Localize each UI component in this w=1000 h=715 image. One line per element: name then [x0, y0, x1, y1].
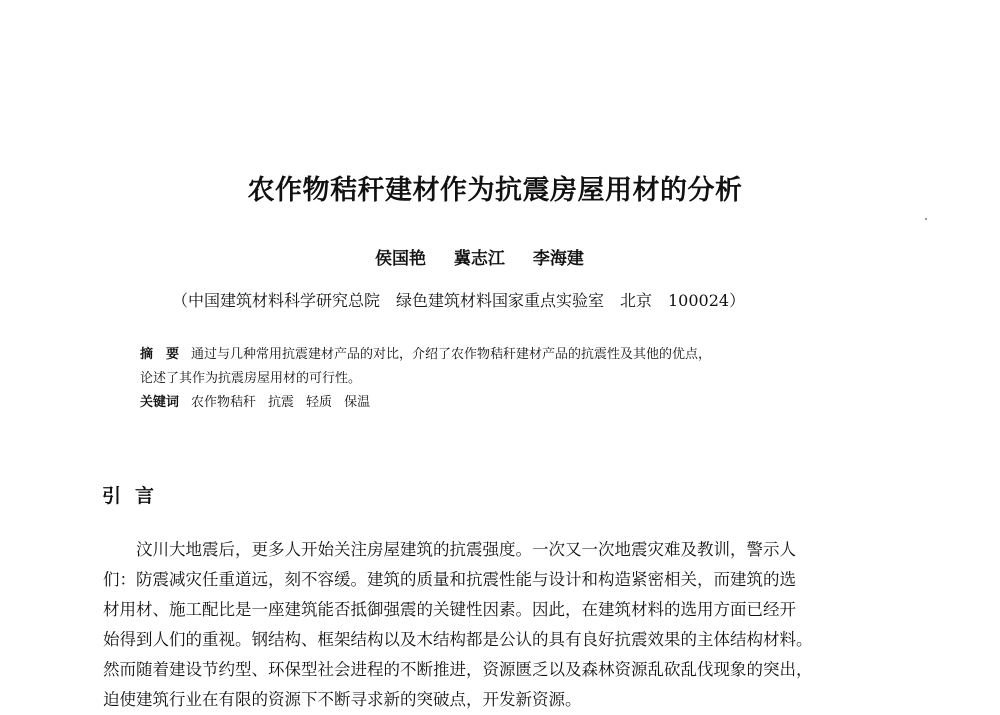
- abstract-block: [140, 343, 860, 415]
- scan-speck: [925, 218, 927, 220]
- abstract-line: [140, 367, 860, 391]
- keyword: 轻质: [306, 395, 333, 410]
- keywords-line: [140, 391, 860, 415]
- keyword: 农作物秸秆: [191, 395, 257, 410]
- body-line: 然而随着建设节约型、环保型社会进程的不断推进，资源匮乏以及森林资源乱砍乱伐现象的突出，: [103, 660, 813, 679]
- keyword: 抗震: [268, 395, 295, 410]
- author-name: 李海建: [532, 249, 584, 269]
- paper-title: 农作物秸秆建材作为抗震房屋用材的分析: [247, 175, 743, 206]
- author-name: 侯国艳: [375, 249, 426, 269]
- section-heading: 引言: [102, 485, 169, 507]
- keywords-label: 关键词: [140, 395, 180, 410]
- body-line: 始得到人们的重视。钢结构、框架结构以及木结构都是公认的具有良好抗震效果的主体结构材料。: [103, 630, 813, 649]
- body-line: 材用材、施工配比是一座建筑能否抵御强震的关键性因素。因此，在建筑材料的选用方面已经开: [103, 600, 796, 619]
- section-body: [103, 535, 893, 715]
- affiliation: （中国建筑材料科学研究总院 绿色建筑材料国家重点实验室 北京 100024）: [172, 291, 746, 310]
- body-line: 汶川大地震后，更多人开始关注房屋建筑的抗震强度。一次又一次地震灾难及教训，警示人: [103, 540, 796, 559]
- author-name: 冀志江: [453, 249, 505, 269]
- abstract-line: [140, 343, 860, 367]
- body-line: 迫使建筑行业在有限的资源下不断寻求新的突破点，开发新资源。: [103, 690, 582, 709]
- body-line: 们：防震减灾任重道远，刻不容缓。建筑的质量和抗震性能与设计和构造紧密相关，而建筑的选: [103, 570, 796, 589]
- abstract-text: 通过与几种常用抗震建材产品的对比，介绍了农作物秸秆建材产品的抗震性及其他的优点，: [191, 347, 712, 362]
- author-list: [375, 244, 606, 269]
- abstract-label: 摘 要: [140, 347, 180, 362]
- abstract-text: 论述了其作为抗震房屋用材的可行性。: [140, 371, 362, 386]
- keyword: 保温: [344, 395, 371, 410]
